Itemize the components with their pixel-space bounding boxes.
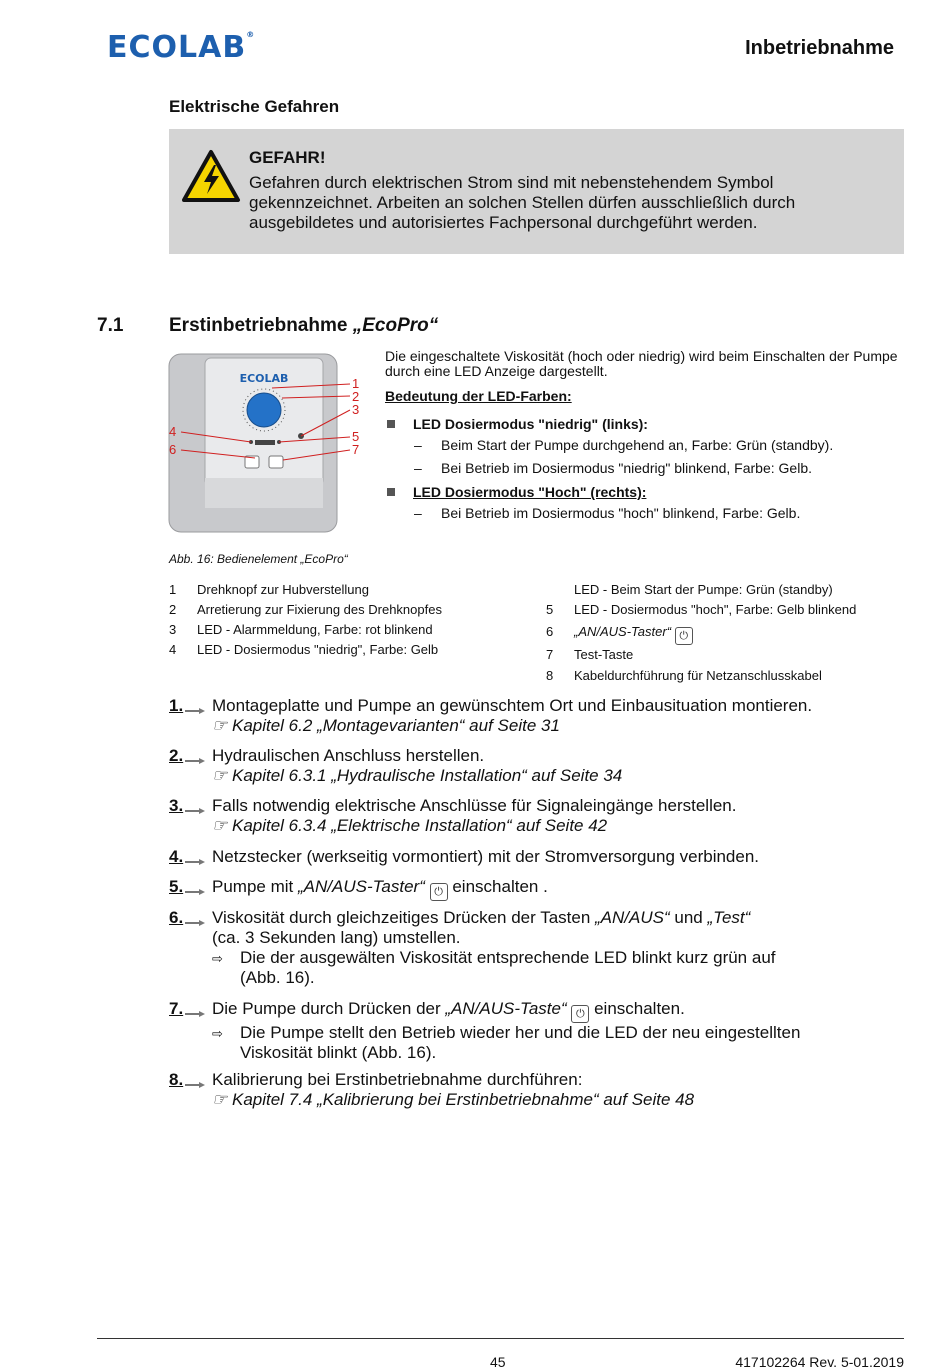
callout-3: 3 (352, 402, 360, 417)
step-arrow-icon (185, 708, 205, 714)
link-ref-step-8[interactable]: Kapitel 7.4 „Kalibrierung bei Erstinbetriebnahme“ auf Seite 48 (231, 1090, 695, 1109)
figure-caption: Abb. 16: Bedienelement „EcoPro“ (169, 552, 348, 566)
power-button-icon: ⏻ (571, 1005, 589, 1023)
led-low-sub-1: – Beim Start der Pumpe durchgehend an, Farbe: Grün (standby). (414, 437, 834, 453)
chapter-title: Inbetriebnahme (745, 37, 894, 59)
link-ref-step-1[interactable]: Kapitel 6.2 „Montagevarianten“ auf Seite 31 (231, 716, 560, 735)
pointer-icon: ☞ (212, 1090, 228, 1109)
electric-warning-icon (181, 149, 241, 203)
link-ref-step-2[interactable]: Kapitel 6.3.1 „Hydraulische Installation“ auf Seite 34 (231, 766, 623, 785)
step-arrow-icon (185, 859, 205, 865)
legend-right: LED - Beim Start der Pumpe: Grün (standby) 5 LED - Dosiermodus "hoch", Farbe: Gelb blinkend 6 „AN/AUS-Taster“ ⏻ 7 Test-Taste 8 Kabeldurchführung für Netzanschlusskabel (546, 582, 857, 683)
step-arrow-icon (185, 1082, 205, 1088)
callout-2: 2 (352, 389, 360, 404)
page-number: 45 (490, 1354, 506, 1370)
section-number: 7.1 (97, 315, 124, 336)
step-arrow-icon (185, 920, 205, 926)
bullet-square-icon (387, 488, 395, 496)
led-heading: Bedeutung der LED-Farben: (385, 388, 572, 404)
power-button-icon: ⏻ (430, 883, 448, 901)
step-arrow-icon (185, 758, 205, 764)
result-arrow-icon: ⇨ (212, 951, 223, 966)
pointer-icon: ☞ (212, 816, 228, 835)
ecolab-logo: ECOLAB® (107, 30, 256, 65)
intro-text: Die eingeschaltete Viskosität (hoch oder niedrig) wird beim Einschalten der Pumpe durch eine LED Anzeige dargestellt. (385, 348, 898, 379)
danger-box (169, 129, 904, 254)
danger-title: GEFAHR! (249, 148, 326, 167)
led-high-sub-1: – Bei Betrieb im Dosiermodus "hoch" blinkend, Farbe: Gelb. (414, 505, 801, 521)
led-low-item: LED Dosiermodus "niedrig" (links): (387, 416, 887, 434)
section-title: Erstinbetriebnahme „EcoPro“ (169, 315, 439, 336)
danger-text: Gefahren durch elektrischen Strom sind mit nebenstehendem Symbol gekennzeichnet. Arbeiten an solchen Stellen dürfen ausschließlich durch ausgebildetes und autorisiertes Fachpersonal durchgeführt werden. (249, 173, 796, 232)
danger-section-heading: Elektrische Gefahren (169, 97, 340, 116)
callout-7: 7 (352, 442, 360, 457)
legend-left: 1 Drehknopf zur Hubverstellung 2 Arretierung zur Fixierung des Drehknopfes 3 LED - Alarmmeldung, Farbe: rot blinkend 4 LED - Dosiermodus "niedrig", Farbe: Gelb (169, 582, 442, 657)
step-arrow-icon (185, 889, 205, 895)
power-button-icon: ⏻ (675, 627, 693, 645)
callout-6: 6 (169, 442, 177, 457)
step-arrow-icon (185, 1011, 205, 1017)
pointer-icon: ☞ (212, 766, 228, 785)
pointer-icon: ☞ (212, 716, 228, 735)
footer-divider (97, 1338, 904, 1339)
callout-1: 1 (352, 376, 360, 391)
bullet-square-icon (387, 420, 395, 428)
led-high-item: LED Dosiermodus "Hoch" (rechts): (387, 484, 887, 502)
document-revision: 417102264 Rev. 5-01.2019 (735, 1354, 904, 1370)
callout-5: 5 (352, 429, 360, 444)
link-ref-step-3[interactable]: Kapitel 6.3.4 „Elektrische Installation“ auf Seite 42 (231, 816, 608, 835)
device-logo: ECOLAB (239, 372, 289, 385)
ecopro-control-panel-figure (167, 350, 367, 535)
callout-4: 4 (169, 424, 177, 439)
led-low-sub-2: – Bei Betrieb im Dosiermodus "niedrig" blinkend, Farbe: Gelb. (414, 460, 812, 476)
result-arrow-icon: ⇨ (212, 1026, 223, 1041)
step-arrow-icon (185, 808, 205, 814)
